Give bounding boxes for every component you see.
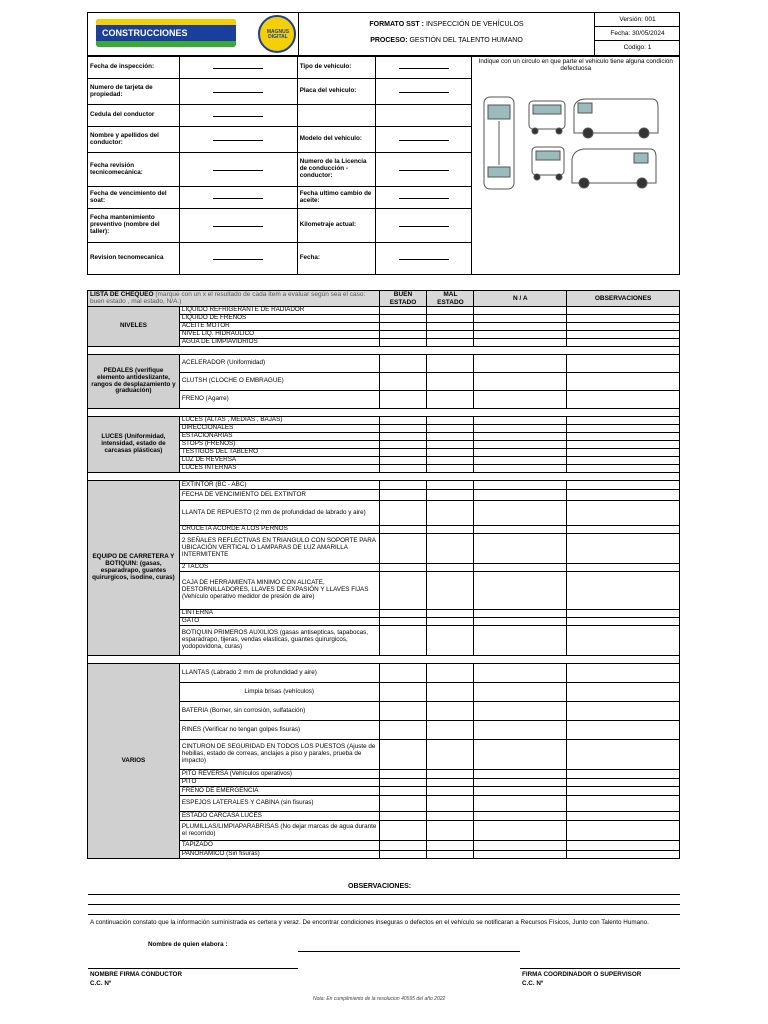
observaciones-cell[interactable] bbox=[567, 564, 680, 572]
info-label-right bbox=[297, 105, 375, 127]
na-cell[interactable] bbox=[474, 331, 567, 339]
buen-estado-cell[interactable] bbox=[379, 339, 427, 347]
checklist-header: LISTA DE CHEQUEO (marque con un x el resultado de cada ítem a evaluar según sea el caso: buen estado , mal estado, N/A.) BUEN ESTADO MAL ESTADO N / A OBSERVACIONES bbox=[88, 291, 680, 307]
observaciones-cell[interactable] bbox=[567, 315, 680, 323]
checklist-item: LLANTA DE REPUESTO (2 mm de profundidad de labrado y aire) bbox=[179, 501, 379, 526]
na-cell[interactable] bbox=[474, 391, 567, 409]
buen-estado-cell[interactable] bbox=[379, 355, 427, 373]
checklist-item: CLUTSH (CLOCHE O EMBRAGUE) bbox=[179, 373, 379, 391]
observaciones-cell[interactable] bbox=[567, 812, 680, 821]
mal-estado-cell[interactable] bbox=[427, 787, 474, 796]
checklist-item: NIVEL LIQ. HIDRAULICO bbox=[179, 331, 379, 339]
van-front-view bbox=[529, 101, 565, 134]
checklist-item: PITO REVERSA (Vehículos operativos) bbox=[179, 770, 379, 779]
van-top-view bbox=[484, 97, 514, 189]
magnus-logo: MAGNUS DIGITAL bbox=[258, 15, 296, 53]
info-label: Fecha mantenimiento preventivo (nombre del taller): bbox=[88, 209, 180, 243]
observaciones-cell[interactable] bbox=[567, 433, 680, 441]
na-cell[interactable] bbox=[474, 457, 567, 465]
code: Codigo: 1 bbox=[623, 44, 652, 51]
observaciones-cell[interactable] bbox=[567, 391, 680, 409]
buen-estado-cell[interactable] bbox=[379, 626, 427, 656]
na-cell[interactable] bbox=[474, 441, 567, 449]
checklist-item: BATERIA (Borner, sin corrosión, sulfatación) bbox=[179, 702, 379, 721]
logo-box bbox=[88, 13, 299, 55]
buen-estado-cell[interactable] bbox=[379, 417, 427, 425]
mal-estado-cell[interactable] bbox=[427, 821, 474, 841]
observaciones-cell[interactable] bbox=[567, 618, 680, 626]
info-label-right: Tipo de vehiculo: bbox=[297, 57, 375, 79]
na-cell[interactable] bbox=[474, 534, 567, 564]
observaciones-cell[interactable] bbox=[567, 796, 680, 812]
mal-estado-cell[interactable] bbox=[427, 683, 474, 702]
info-label: Cedula del conductor bbox=[88, 105, 180, 127]
checklist-item: TAPIZADO bbox=[179, 841, 379, 851]
buen-estado-cell[interactable] bbox=[379, 721, 427, 740]
info-value-field-right[interactable] bbox=[375, 153, 472, 187]
observaciones-cell[interactable] bbox=[567, 373, 680, 391]
info-label: Numero de tarjeta de propiedad: bbox=[88, 79, 180, 105]
observaciones-cell[interactable] bbox=[567, 683, 680, 702]
info-label-right: Fecha: bbox=[297, 243, 375, 275]
na-cell[interactable] bbox=[474, 796, 567, 812]
spacer-row bbox=[88, 347, 680, 355]
col-header: MAL ESTADO bbox=[427, 291, 474, 307]
checklist-item: FECHA DE VENCIMIENTO DEL EXTINTOR bbox=[179, 490, 379, 501]
mal-estado-cell[interactable] bbox=[427, 331, 474, 339]
checklist-item: LUCES INTERNAS bbox=[179, 465, 379, 473]
observaciones-cell[interactable] bbox=[567, 787, 680, 796]
info-value-field[interactable] bbox=[179, 187, 297, 209]
checklist-table bbox=[87, 290, 680, 859]
na-cell[interactable] bbox=[474, 373, 567, 391]
buen-estado-cell[interactable] bbox=[379, 618, 427, 626]
info-value-field-right[interactable] bbox=[375, 79, 472, 105]
cc2-label: C.C. Nº bbox=[522, 980, 544, 987]
checklist-item: ESTACIONARIAS bbox=[179, 433, 379, 441]
na-cell[interactable] bbox=[474, 307, 567, 315]
mal-estado-cell[interactable] bbox=[427, 812, 474, 821]
observaciones-cell[interactable] bbox=[567, 331, 680, 339]
checklist-item: CINTURON DE SEGURIDAD EN TODOS LOS PUESTOS (Ajuste de hebillas, estado de correas, anclajes a piso y parales, prueba de impacto) bbox=[179, 740, 379, 770]
info-value-field[interactable] bbox=[179, 209, 297, 243]
checklist-item: DIRECCIONALES bbox=[179, 425, 379, 433]
buen-estado-cell[interactable] bbox=[379, 664, 427, 683]
date: Fecha: 30/05/2024 bbox=[595, 27, 680, 41]
observaciones-cell[interactable] bbox=[567, 664, 680, 683]
info-value-field[interactable] bbox=[179, 153, 297, 187]
checklist-item: PITO bbox=[179, 779, 379, 787]
spacer-row bbox=[88, 409, 680, 417]
info-value-field-right[interactable] bbox=[375, 127, 472, 153]
info-value-field[interactable] bbox=[179, 57, 297, 79]
info-row bbox=[88, 57, 680, 79]
info-label-right: Modelo del vehiculo: bbox=[297, 127, 375, 153]
observaciones-cell[interactable] bbox=[567, 626, 680, 656]
logo-text: CONSTRUCCIONES bbox=[102, 28, 188, 38]
mal-estado-cell[interactable] bbox=[427, 740, 474, 770]
observaciones-cell[interactable] bbox=[567, 417, 680, 425]
buen-estado-cell[interactable] bbox=[379, 796, 427, 812]
checklist-item: FRENO (Agarre) bbox=[179, 391, 379, 409]
na-cell[interactable] bbox=[474, 425, 567, 433]
buen-estado-cell[interactable] bbox=[379, 534, 427, 564]
na-cell[interactable] bbox=[474, 417, 567, 425]
mal-estado-cell[interactable] bbox=[427, 417, 474, 425]
observaciones-cell[interactable] bbox=[567, 339, 680, 347]
checklist-item: STOPS (FRENOS) bbox=[179, 441, 379, 449]
buen-estado-cell[interactable] bbox=[379, 391, 427, 409]
checklist-item: ACELERADOR (Uniformidad) bbox=[179, 355, 379, 373]
na-cell[interactable] bbox=[474, 721, 567, 740]
mal-estado-cell[interactable] bbox=[427, 626, 474, 656]
statement: A continuación constato que la información suministrada es certera y veraz. De encontrar condiciones inseguras o defectos en el vehículo se notificaran a Recursos Físicos, Junto con Talento Humano. bbox=[90, 919, 649, 926]
buen-estado-cell[interactable] bbox=[379, 821, 427, 841]
mal-estado-cell[interactable] bbox=[427, 610, 474, 618]
buen-estado-cell[interactable] bbox=[379, 449, 427, 457]
observaciones-cell[interactable] bbox=[567, 702, 680, 721]
checklist-item: GATO bbox=[179, 618, 379, 626]
mal-estado-cell[interactable] bbox=[427, 373, 474, 391]
elabora-line[interactable] bbox=[298, 951, 520, 952]
na-cell[interactable] bbox=[474, 465, 567, 473]
na-cell[interactable] bbox=[474, 315, 567, 323]
checklist-item: ESPEJOS LATERALES Y CABINA (sin fisuras) bbox=[179, 796, 379, 812]
header: CONSTRUCCIONES MAGNUS DIGITAL FORMATO SST : INSPECCIÓN DE VEHÍCULOS PROCESO: GESTIÓN DEL TALENTO HUMANO Versión: 001 Fecha: 30/05/2024 Codigo: 1 bbox=[87, 12, 680, 56]
info-label: Nombre y apellidos del conductor: bbox=[88, 127, 180, 153]
spacer-row bbox=[88, 473, 680, 481]
info-value-field[interactable] bbox=[179, 105, 297, 127]
observaciones-cell[interactable] bbox=[567, 425, 680, 433]
footer-note: Nota: En cumplimiento de la resolucion 40595 del año 2022 bbox=[313, 996, 446, 1002]
observaciones-cell[interactable] bbox=[567, 610, 680, 618]
na-cell[interactable] bbox=[474, 821, 567, 841]
observaciones-cell[interactable] bbox=[567, 323, 680, 331]
mal-estado-cell[interactable] bbox=[427, 465, 474, 473]
mal-estado-cell[interactable] bbox=[427, 851, 474, 859]
na-cell[interactable] bbox=[474, 618, 567, 626]
info-label: Fecha de vencimiento del soat: bbox=[88, 187, 180, 209]
na-cell[interactable] bbox=[474, 339, 567, 347]
buen-estado-cell[interactable] bbox=[379, 465, 427, 473]
info-value-field[interactable] bbox=[179, 79, 297, 105]
info-value-field[interactable] bbox=[179, 127, 297, 153]
observaciones-cell[interactable] bbox=[567, 465, 680, 473]
mal-estado-cell[interactable] bbox=[427, 307, 474, 315]
buen-estado-cell[interactable] bbox=[379, 441, 427, 449]
observaciones-cell[interactable] bbox=[567, 307, 680, 315]
observaciones-cell[interactable] bbox=[567, 572, 680, 610]
checklist-row bbox=[88, 307, 680, 315]
van-rear-view bbox=[532, 147, 564, 180]
na-cell[interactable] bbox=[474, 490, 567, 501]
mal-estado-cell[interactable] bbox=[427, 481, 474, 490]
checklist-item: LIQUIDO REFRIGERANTE DE RADIADOR bbox=[179, 307, 379, 315]
info-label-right: Fecha ultimo cambio de aceite: bbox=[297, 187, 375, 209]
info-label: Revision tecnomecanica bbox=[88, 243, 180, 275]
buen-estado-cell[interactable] bbox=[379, 315, 427, 323]
company-logo bbox=[96, 19, 236, 47]
checklist-item: ACEITE MOTOR bbox=[179, 323, 379, 331]
observaciones-cell[interactable] bbox=[567, 534, 680, 564]
van-side-view-2 bbox=[572, 149, 656, 188]
category-cell: PEDALES (verifique elemento antideslizante, rangos de desplazamiento y graduación) bbox=[88, 355, 180, 409]
info-label-right: Numero de la Licencia de conducción - conductor: bbox=[297, 153, 375, 187]
info-label-right: Placa del vehiculo: bbox=[297, 79, 375, 105]
observaciones-cell[interactable] bbox=[567, 501, 680, 526]
info-label-right: Kilometraje actual: bbox=[297, 209, 375, 243]
observaciones-cell[interactable] bbox=[567, 355, 680, 373]
mal-estado-cell[interactable] bbox=[427, 315, 474, 323]
mal-estado-cell[interactable] bbox=[427, 441, 474, 449]
observaciones-cell[interactable] bbox=[567, 441, 680, 449]
elabora-label: Nombre de quien elabora : bbox=[148, 941, 228, 948]
mal-estado-cell[interactable] bbox=[427, 339, 474, 347]
observaciones-cell[interactable] bbox=[567, 841, 680, 851]
na-cell[interactable] bbox=[474, 664, 567, 683]
na-cell[interactable] bbox=[474, 851, 567, 859]
format-title: INSPECCIÓN DE VEHÍCULOS bbox=[425, 21, 524, 28]
na-cell[interactable] bbox=[474, 526, 567, 534]
na-cell[interactable] bbox=[474, 433, 567, 441]
checklist-item: 2 TACOS bbox=[179, 564, 379, 572]
mal-estado-cell[interactable] bbox=[427, 721, 474, 740]
na-cell[interactable] bbox=[474, 841, 567, 851]
info-value-field-right[interactable] bbox=[375, 187, 472, 209]
buen-estado-cell[interactable] bbox=[379, 307, 427, 315]
buen-estado-cell[interactable] bbox=[379, 481, 427, 490]
na-cell[interactable] bbox=[474, 501, 567, 526]
checklist-item: 2 SEÑALES REFLECTIVAS EN TRIANGULO CON SOPORTE PARA UBICACIÓN VERTICAL O LAMPARAS DE LUZ AMARILLA INTERMITENTE bbox=[179, 534, 379, 564]
checklist-row bbox=[88, 355, 680, 373]
na-cell[interactable] bbox=[474, 812, 567, 821]
buen-estado-cell[interactable] bbox=[379, 323, 427, 331]
checklist-row bbox=[88, 664, 680, 683]
mal-estado-cell[interactable] bbox=[427, 501, 474, 526]
checklist-row bbox=[88, 481, 680, 490]
observaciones-cell[interactable] bbox=[567, 770, 680, 779]
checklist-item: LINTERNA bbox=[179, 610, 379, 618]
buen-estado-cell[interactable] bbox=[379, 564, 427, 572]
mal-estado-cell[interactable] bbox=[427, 490, 474, 501]
checklist-item: CRUCETA ACORDE A LOS PERNOS bbox=[179, 526, 379, 534]
na-cell[interactable] bbox=[474, 355, 567, 373]
mal-estado-cell[interactable] bbox=[427, 572, 474, 610]
na-cell[interactable] bbox=[474, 449, 567, 457]
na-cell[interactable] bbox=[474, 323, 567, 331]
buen-estado-cell[interactable] bbox=[379, 572, 427, 610]
na-cell[interactable] bbox=[474, 740, 567, 770]
spacer-row bbox=[88, 656, 680, 664]
info-value-field[interactable] bbox=[179, 243, 297, 275]
na-cell[interactable] bbox=[474, 702, 567, 721]
observaciones-cell[interactable] bbox=[567, 526, 680, 534]
buen-estado-cell[interactable] bbox=[379, 490, 427, 501]
na-cell[interactable] bbox=[474, 683, 567, 702]
observaciones-label: OBSERVACIONES: bbox=[348, 883, 412, 890]
checklist-item: ESTADO CARCASA LUCES bbox=[179, 812, 379, 821]
observaciones-cell[interactable] bbox=[567, 449, 680, 457]
na-cell[interactable] bbox=[474, 564, 567, 572]
cc1-label: C.C. Nº bbox=[90, 980, 112, 987]
checklist-item: TESTIGOS DEL TABLERO bbox=[179, 449, 379, 457]
observaciones-cell[interactable] bbox=[567, 457, 680, 465]
category-cell: LUCES (Uniformidad, intensidad, estado de carcasas plásticas) bbox=[88, 417, 180, 473]
checklist-item: LUZ DE REVERSA bbox=[179, 457, 379, 465]
observaciones-cell[interactable] bbox=[567, 740, 680, 770]
na-cell[interactable] bbox=[474, 572, 567, 610]
mal-estado-cell[interactable] bbox=[427, 664, 474, 683]
vehicle-diagram[interactable] bbox=[474, 87, 680, 227]
checklist-item: CAJA DE HERRAMIENTA MINIMO CON ALICATE, DESTORNILLADORES, LLAVES DE EXPASIÓN Y LLAVES FIJAS (Vehículo operativo medidor de presión de aire) bbox=[179, 572, 379, 610]
buen-estado-cell[interactable] bbox=[379, 812, 427, 821]
category-cell: EQUIPO DE CARRETERA Y BOTIQUIN: (gasas, esparadrapo, guantes quirurgicos, isodine, curas) bbox=[88, 481, 180, 656]
na-cell[interactable] bbox=[474, 779, 567, 787]
buen-estado-cell[interactable] bbox=[379, 779, 427, 787]
category-cell: VARIOS bbox=[88, 664, 180, 859]
firma-coordinador-label: FIRMA COORDINADOR O SUPERVISOR bbox=[522, 971, 642, 978]
checklist-item: Limpia brisas (vehículos) bbox=[179, 683, 379, 702]
observaciones-cell[interactable] bbox=[567, 481, 680, 490]
col-header: OBSERVACIONES bbox=[567, 291, 680, 307]
info-label: Fecha revisión tecnicomecánica: bbox=[88, 153, 180, 187]
mal-estado-cell[interactable] bbox=[427, 323, 474, 331]
buen-estado-cell[interactable] bbox=[379, 702, 427, 721]
observaciones-cell[interactable] bbox=[567, 851, 680, 859]
checklist-item: LLANTAS (Labrado 2 mm de profundidad y aire) bbox=[179, 664, 379, 683]
na-cell[interactable] bbox=[474, 481, 567, 490]
mal-estado-cell[interactable] bbox=[427, 618, 474, 626]
mal-estado-cell[interactable] bbox=[427, 526, 474, 534]
checklist-item: LIQUIDO DE FRENOS bbox=[179, 315, 379, 323]
observaciones-cell[interactable] bbox=[567, 721, 680, 740]
checklist-item: RINES (Verificar no tengan golpes fisuras) bbox=[179, 721, 379, 740]
mal-estado-cell[interactable] bbox=[427, 457, 474, 465]
buen-estado-cell[interactable] bbox=[379, 425, 427, 433]
mal-estado-cell[interactable] bbox=[427, 355, 474, 373]
buen-estado-cell[interactable] bbox=[379, 373, 427, 391]
na-cell[interactable] bbox=[474, 787, 567, 796]
checklist-item: AGUA DE LIMPIAVIDRIOS bbox=[179, 339, 379, 347]
buen-estado-cell[interactable] bbox=[379, 787, 427, 796]
col-header: BUEN ESTADO bbox=[379, 291, 427, 307]
van-side-view bbox=[574, 99, 658, 138]
observaciones-cell[interactable] bbox=[567, 490, 680, 501]
mal-estado-cell[interactable] bbox=[427, 433, 474, 441]
mal-estado-cell[interactable] bbox=[427, 770, 474, 779]
buen-estado-cell[interactable] bbox=[379, 331, 427, 339]
buen-estado-cell[interactable] bbox=[379, 433, 427, 441]
vehicle-diagram-cell[interactable] bbox=[472, 57, 680, 275]
checklist-item: PLUMILLAS/LIMPIAPARABRISAS (No dejar marcas de agua durante el recorrido) bbox=[179, 821, 379, 841]
firma-conductor-label: NOMBRE FIRMA CONDUCTOR bbox=[90, 971, 182, 978]
buen-estado-cell[interactable] bbox=[379, 526, 427, 534]
na-cell[interactable] bbox=[474, 610, 567, 618]
vehicle-note: Indique con un circulo en que parte el vehiculo tiene alguna condición defectuosa bbox=[478, 58, 673, 72]
info-value-field-right[interactable] bbox=[375, 243, 472, 275]
checklist-item: PANORAMICO (Sin fisuras) bbox=[179, 851, 379, 859]
mal-estado-cell[interactable] bbox=[427, 779, 474, 787]
mal-estado-cell[interactable] bbox=[427, 425, 474, 433]
buen-estado-cell[interactable] bbox=[379, 740, 427, 770]
buen-estado-cell[interactable] bbox=[379, 457, 427, 465]
buen-estado-cell[interactable] bbox=[379, 501, 427, 526]
mal-estado-cell[interactable] bbox=[427, 841, 474, 851]
info-label: Fecha de inspección: bbox=[88, 57, 180, 79]
version: Versión: 001 bbox=[595, 13, 680, 27]
category-cell: NIVELES bbox=[88, 307, 180, 347]
checklist-row bbox=[88, 417, 680, 425]
buen-estado-cell[interactable] bbox=[379, 841, 427, 851]
checklist-item: LUCES (ALTAS , MEDIAS , BAJAS) bbox=[179, 417, 379, 425]
buen-estado-cell[interactable] bbox=[379, 851, 427, 859]
buen-estado-cell[interactable] bbox=[379, 770, 427, 779]
mal-estado-cell[interactable] bbox=[427, 796, 474, 812]
mal-estado-cell[interactable] bbox=[427, 564, 474, 572]
na-cell[interactable] bbox=[474, 770, 567, 779]
buen-estado-cell[interactable] bbox=[379, 610, 427, 618]
process-title: GESTIÓN DEL TALENTO HUMANO bbox=[409, 37, 523, 44]
buen-estado-cell[interactable] bbox=[379, 683, 427, 702]
na-cell[interactable] bbox=[474, 626, 567, 656]
mal-estado-cell[interactable] bbox=[427, 702, 474, 721]
checklist-item: BOTIQUIN PRIMEROS AUXILIOS (gasas antisepticas, tapabocas, esparadrapo, tijeras, vendas elasticas, guantes quirurgicos, yodopovidona, curas) bbox=[179, 626, 379, 656]
mal-estado-cell[interactable] bbox=[427, 449, 474, 457]
mal-estado-cell[interactable] bbox=[427, 391, 474, 409]
checklist-item: EXTINTOR (BC - ABC) bbox=[179, 481, 379, 490]
observaciones-cell[interactable] bbox=[567, 779, 680, 787]
info-value-field-right[interactable] bbox=[375, 57, 472, 79]
info-value-field-right[interactable] bbox=[375, 209, 472, 243]
observaciones-cell[interactable] bbox=[567, 821, 680, 841]
col-header: N / A bbox=[474, 291, 567, 307]
checklist-item: FRENO DE EMERGENCIA bbox=[179, 787, 379, 796]
mal-estado-cell[interactable] bbox=[427, 534, 474, 564]
vehicle-info-table bbox=[87, 56, 680, 275]
info-value-field-right[interactable] bbox=[375, 105, 472, 127]
